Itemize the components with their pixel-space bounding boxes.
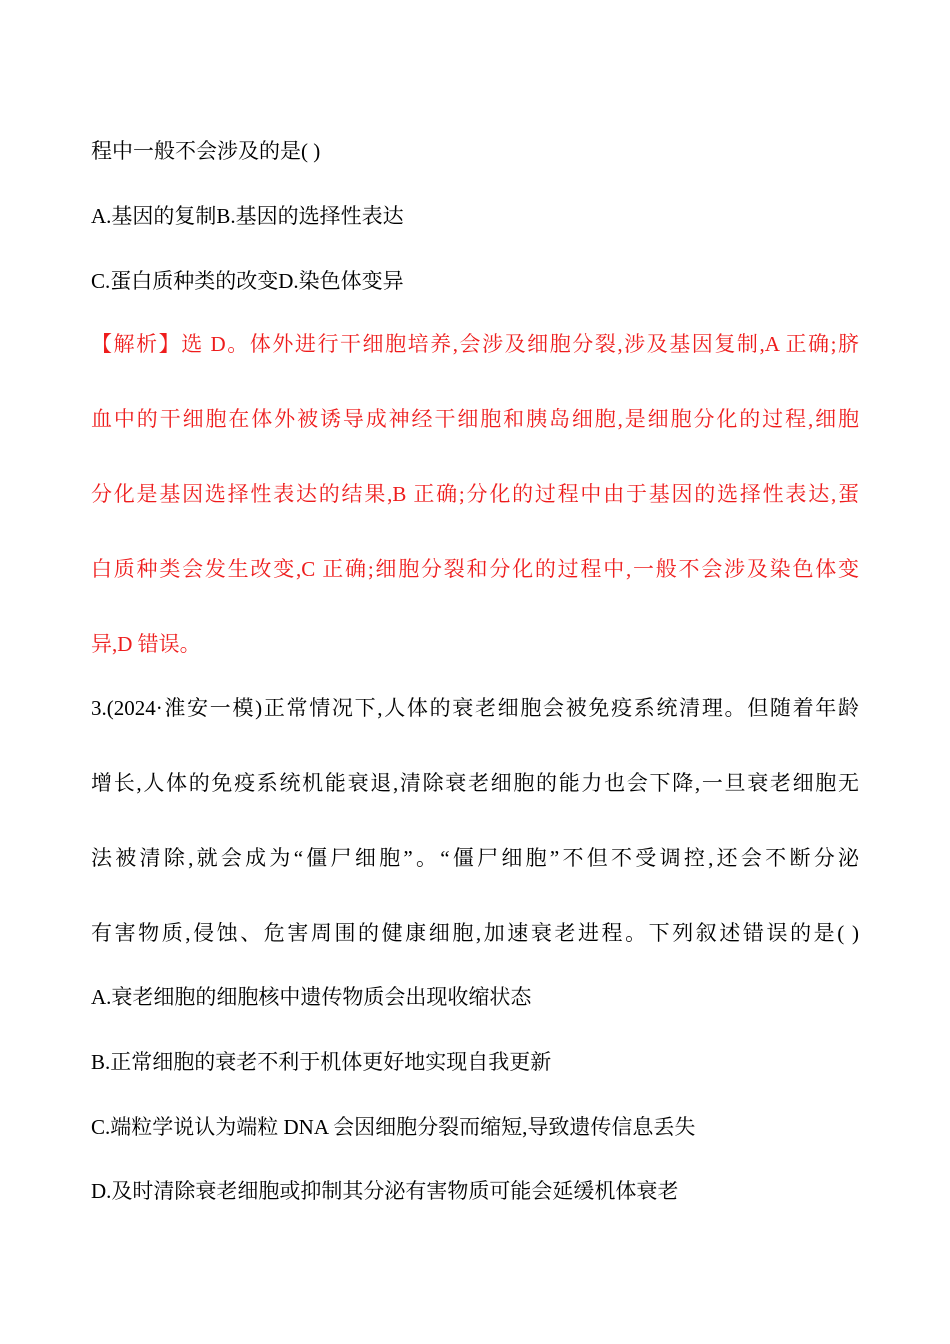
question-3-option-b: B.正常细胞的衰老不利于机体更好地实现自我更新 <box>91 1050 552 1074</box>
question-3-stem-line-2: 增长,人体的免疫系统机能衰退,清除衰老细胞的能力也会下降,一旦衰老细胞无 <box>91 771 859 795</box>
analysis-line-5: 异,D 错误。 <box>91 632 201 656</box>
question-3-stem-line-3: 法被清除,就会成为“僵尸细胞”。“僵尸细胞”不但不受调控,还会不断分泌 <box>91 846 859 870</box>
analysis-line-2: 血中的干细胞在体外被诱导成神经干细胞和胰岛细胞,是细胞分化的过程,细胞 <box>91 407 859 431</box>
question-3-option-c: C.端粒学说认为端粒 DNA 会因细胞分裂而缩短,导致遗传信息丢失 <box>91 1115 696 1139</box>
question-2-stem-tail: 程中一般不会涉及的是( ) <box>91 139 321 163</box>
question-3-option-a: A.衰老细胞的细胞核中遗传物质会出现收缩状态 <box>91 985 532 1009</box>
question-3-option-d: D.及时清除衰老细胞或抑制其分泌有害物质可能会延缓机体衰老 <box>91 1179 679 1203</box>
question-2-options-ab: A.基因的复制B.基因的选择性表达 <box>91 204 404 228</box>
question-2-options-cd: C.蛋白质种类的改变D.染色体变异 <box>91 269 404 293</box>
analysis-line-4: 白质种类会发生改变,C 正确;细胞分裂和分化的过程中,一般不会涉及染色体变 <box>91 557 859 581</box>
question-3-stem-line-4: 有害物质,侵蚀、危害周围的健康细胞,加速衰老进程。下列叙述错误的是( ) <box>91 921 859 945</box>
analysis-line-3: 分化是基因选择性表达的结果,B 正确;分化的过程中由于基因的选择性表达,蛋 <box>91 482 859 506</box>
question-3-stem-line-1: 3.(2024·淮安一模)正常情况下,人体的衰老细胞会被免疫系统清理。但随着年龄 <box>91 696 859 720</box>
analysis-line-1: 【解析】选 D。体外进行干细胞培养,会涉及细胞分裂,涉及基因复制,A 正确;脐 <box>91 332 859 356</box>
